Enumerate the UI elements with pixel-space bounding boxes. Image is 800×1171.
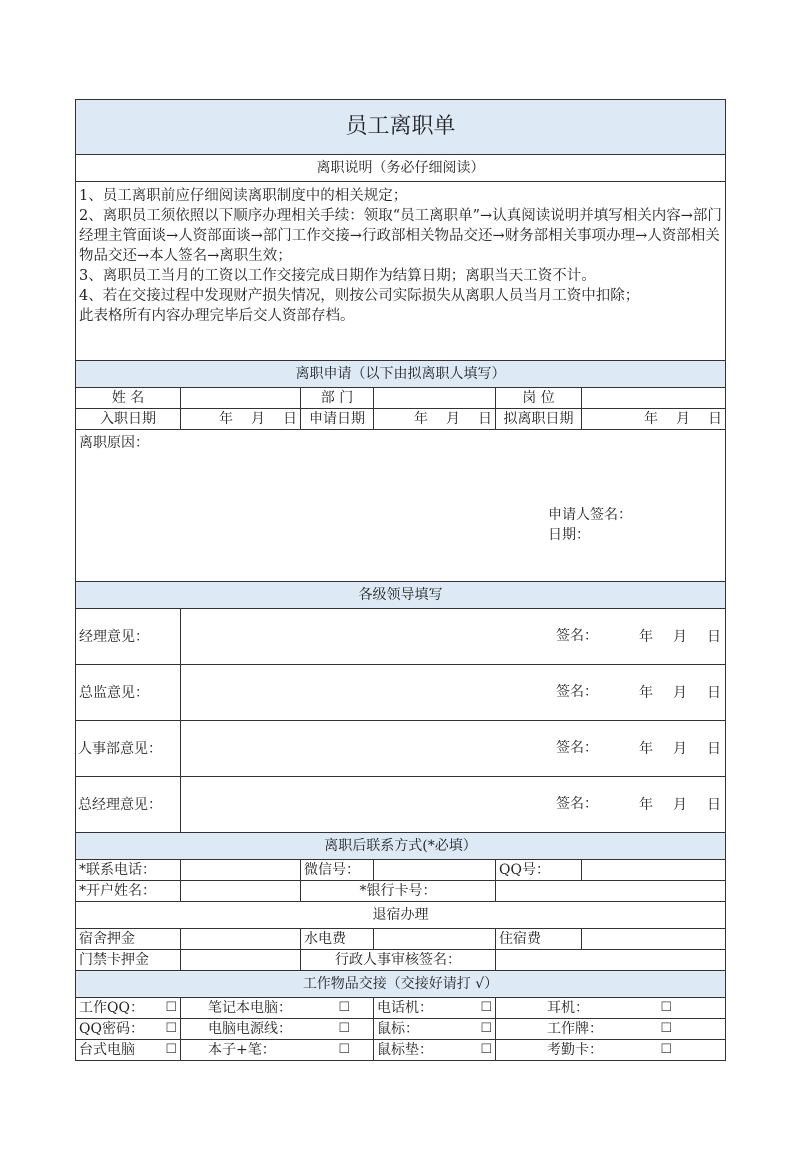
day-unit: 日 <box>708 411 723 427</box>
account-name-field[interactable] <box>181 881 301 902</box>
day-unit: 日 <box>707 796 722 813</box>
reason-label: 离职原因： <box>79 435 149 451</box>
checkbox-icon[interactable]: ☐ <box>660 1021 673 1036</box>
wechat-label: 微信号： <box>301 860 374 881</box>
item-label: 工作牌： <box>547 1021 603 1037</box>
manager-opinion-field[interactable] <box>181 609 726 665</box>
instructions-header: 离职说明（务必仔细阅读） <box>76 155 726 182</box>
apply-date-field[interactable] <box>374 409 496 430</box>
month-unit: 月 <box>251 411 265 427</box>
handover-header: 工作物品交接（交接好请打 √） <box>76 971 726 998</box>
year-unit: 年 <box>219 411 233 427</box>
item-label: 电脑电源线： <box>208 1021 292 1037</box>
handover-item <box>374 1040 496 1061</box>
day-unit: 日 <box>707 740 722 757</box>
sign-label: 签名： <box>556 740 598 756</box>
hire-date-field[interactable] <box>181 409 301 430</box>
gm-opinion-label: 总经理意见： <box>76 777 181 833</box>
month-unit: 月 <box>673 628 688 645</box>
dept-field[interactable] <box>374 388 496 409</box>
phone-label: *联系电话： <box>76 860 181 881</box>
month-unit: 月 <box>676 411 691 427</box>
checkbox-icon[interactable]: ☐ <box>338 1000 350 1015</box>
instruction-item: 此表格所有内容办理完毕后交人资部存档。 <box>79 308 355 324</box>
year-unit: 年 <box>639 740 654 757</box>
checkbox-icon[interactable]: ☐ <box>480 1042 492 1057</box>
year-unit: 年 <box>639 628 654 645</box>
item-label: 电话机： <box>377 1000 433 1016</box>
dorm-deposit-field[interactable] <box>181 929 301 950</box>
month-unit: 月 <box>673 684 688 701</box>
lodging-fee-label: 住宿费 <box>496 929 582 950</box>
access-card-deposit-label: 门禁卡押金 <box>76 950 181 971</box>
name-field[interactable] <box>181 388 301 409</box>
handover-item <box>76 1019 181 1040</box>
item-label: 考勤卡： <box>547 1042 603 1058</box>
dept-label: 部 门 <box>301 388 374 409</box>
hr-opinion-field[interactable] <box>181 721 726 777</box>
checkbox-icon[interactable]: ☐ <box>480 1000 492 1015</box>
wechat-field[interactable] <box>374 860 496 881</box>
access-card-deposit-field[interactable] <box>181 950 301 971</box>
handover-item <box>76 998 181 1019</box>
item-label: 鼠标垫： <box>377 1042 433 1058</box>
instruction-item: 4、若在交接过程中发现财产损失情况，则按公司实际损失从离职人员当月工资中扣除； <box>79 288 640 304</box>
checkbox-icon[interactable]: ☐ <box>480 1021 492 1036</box>
item-label: 耳机： <box>547 1000 589 1016</box>
bank-card-label: *银行卡号： <box>301 881 496 902</box>
item-label: QQ密码： <box>79 1021 144 1037</box>
item-label: 工作QQ： <box>79 1000 144 1016</box>
handover-item <box>181 1040 374 1061</box>
hire-date-label: 入职日期 <box>76 409 181 430</box>
handover-item <box>181 1019 374 1040</box>
handover-item <box>496 998 726 1019</box>
month-unit: 月 <box>673 740 688 757</box>
gm-opinion-field[interactable] <box>181 777 726 833</box>
sign-label: 签名： <box>556 628 598 644</box>
year-unit: 年 <box>639 796 654 813</box>
checkbox-icon[interactable]: ☐ <box>660 1000 673 1015</box>
checkbox-icon[interactable]: ☐ <box>338 1042 350 1057</box>
checkbox-icon[interactable]: ☐ <box>660 1042 673 1057</box>
position-label: 岗 位 <box>496 388 582 409</box>
applicant-sign-label: 申请人签名： <box>548 507 632 523</box>
day-unit: 日 <box>707 684 722 701</box>
item-label: 台式电脑 <box>79 1042 135 1058</box>
handover-item <box>374 998 496 1019</box>
bank-card-field[interactable] <box>496 881 726 902</box>
month-unit: 月 <box>673 796 688 813</box>
year-unit: 年 <box>639 684 654 701</box>
checkbox-icon[interactable]: ☐ <box>165 1021 177 1036</box>
manager-opinion-label: 经理意见： <box>76 609 181 665</box>
item-label: 笔记本电脑： <box>208 1000 292 1016</box>
contact-header: 离职后联系方式(*必填） <box>76 833 726 860</box>
checkbox-icon[interactable]: ☐ <box>165 1042 177 1057</box>
month-unit: 月 <box>446 411 460 427</box>
instruction-item: 3、离职员工当月的工资以工作交接完成日期作为结算日期；离职当天工资不计。 <box>79 268 596 284</box>
instruction-item: 2、离职员工须依照以下顺序办理相关手续：领取“员工离职单”→认真阅读说明并填写相关内容→部门经理主管面谈→人资部面谈→部门工作交接→行政部相关物品交还→财务部相关事项办理→人资部相关物品交还→本人签名→离职生效； <box>79 208 722 264</box>
handover-item <box>496 1040 726 1061</box>
phone-field[interactable] <box>181 860 301 881</box>
position-field[interactable] <box>582 388 726 409</box>
applicant-signature-block <box>548 505 632 545</box>
day-unit: 日 <box>478 411 492 427</box>
hr-opinion-label: 人事部意见： <box>76 721 181 777</box>
application-header: 离职申请（以下由拟离职人填写） <box>76 361 726 388</box>
apply-date-label: 申请日期 <box>301 409 374 430</box>
leadership-header: 各级领导填写 <box>76 582 726 609</box>
checkbox-icon[interactable]: ☐ <box>338 1021 350 1036</box>
name-label: 姓 名 <box>76 388 181 409</box>
handover-item <box>181 998 374 1019</box>
instructions-body <box>76 182 726 361</box>
resignation-form <box>75 99 725 1061</box>
checkbox-icon[interactable]: ☐ <box>165 1000 177 1015</box>
year-unit: 年 <box>414 411 428 427</box>
handover-row <box>76 1040 726 1061</box>
leave-date-field[interactable] <box>582 409 726 430</box>
day-unit: 日 <box>707 628 722 645</box>
qq-field[interactable] <box>582 860 726 881</box>
form-title: 员工离职单 <box>76 100 726 155</box>
reason-field[interactable] <box>76 430 726 582</box>
year-unit: 年 <box>644 411 659 427</box>
item-label: 本子+笔： <box>208 1042 276 1058</box>
admin-hr-sign-label: 行政人事审核签名： <box>301 950 496 971</box>
utilities-label: 水电费 <box>301 929 374 950</box>
director-opinion-field[interactable] <box>181 665 726 721</box>
form-table <box>75 99 726 1061</box>
dorm-deposit-label: 宿舍押金 <box>76 929 181 950</box>
handover-row <box>76 998 726 1019</box>
account-name-label: *开户姓名： <box>76 881 181 902</box>
utilities-field[interactable] <box>374 929 496 950</box>
sign-label: 签名： <box>556 684 598 700</box>
admin-hr-sign-field[interactable] <box>496 950 726 971</box>
qq-label: QQ号： <box>496 860 582 881</box>
handover-item <box>496 1019 726 1040</box>
director-opinion-label: 总监意见： <box>76 665 181 721</box>
dorm-header: 退宿办理 <box>76 902 726 929</box>
handover-row <box>76 1019 726 1040</box>
lodging-fee-field[interactable] <box>582 929 726 950</box>
applicant-date-label: 日期： <box>548 527 590 543</box>
item-label: 鼠标： <box>377 1021 419 1037</box>
instruction-item: 1、员工离职前应仔细阅读离职制度中的相关规定； <box>79 188 408 204</box>
handover-item <box>374 1019 496 1040</box>
leave-date-label: 拟离职日期 <box>496 409 582 430</box>
sign-label: 签名： <box>556 796 598 812</box>
handover-item <box>76 1040 181 1061</box>
day-unit: 日 <box>283 411 297 427</box>
